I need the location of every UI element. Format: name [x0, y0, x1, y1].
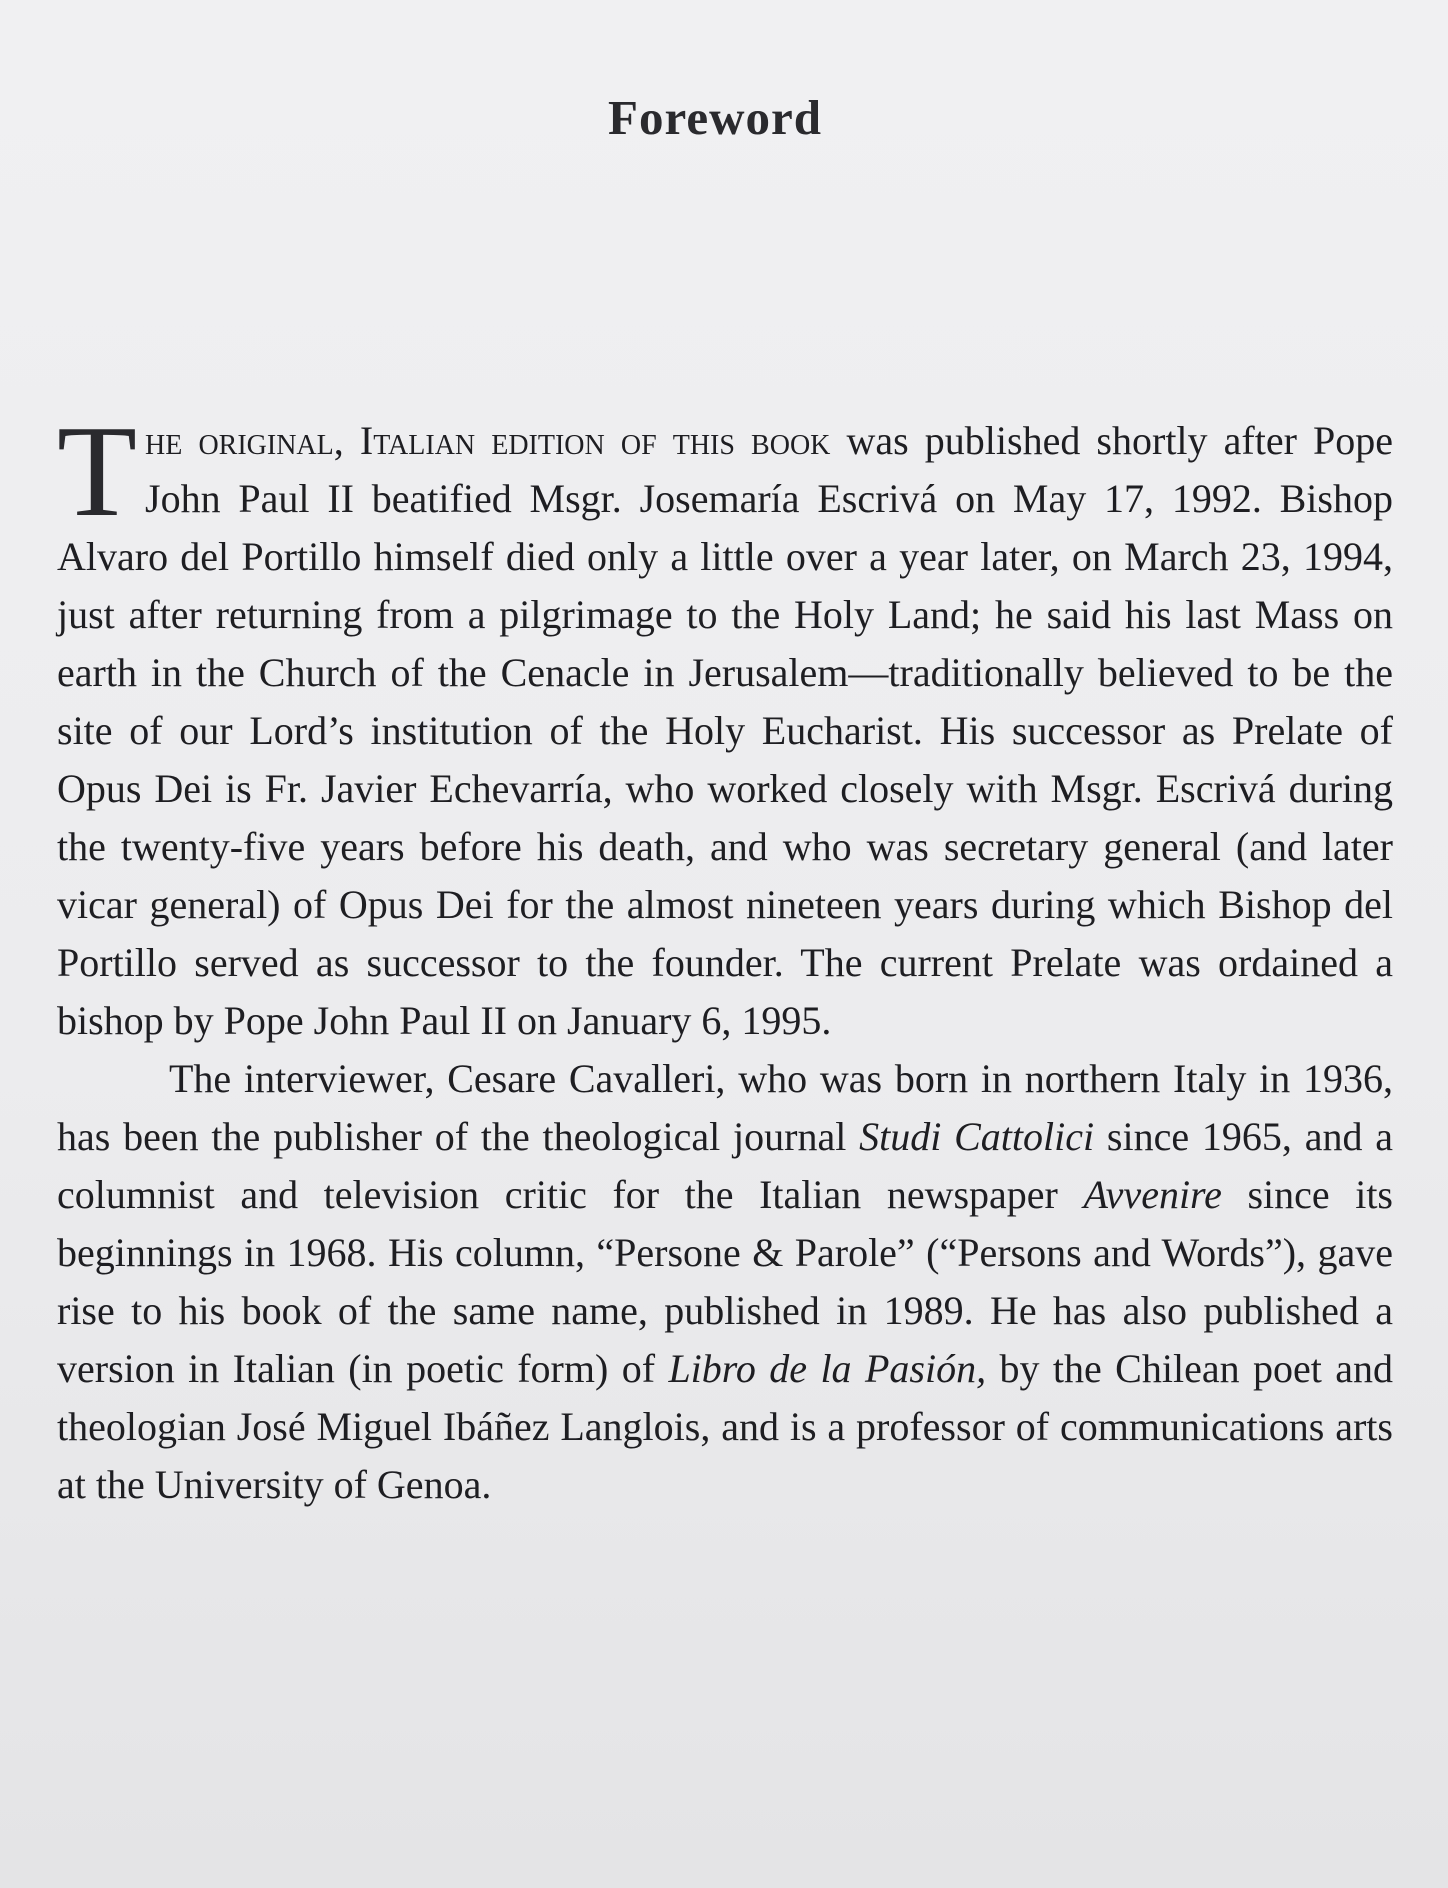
lead-in-small-caps-3: talian edition of this book [373, 418, 831, 463]
paragraph-2-text-a: The interviewer, Cesare Cavalleri, who was born in northern Italy in 1936, has been the publisher of the theological journal [57, 1056, 1393, 1159]
paragraph-1-text: was published shortly after Pope John Paul II beatified Msgr. Josemaría Escrivá on May 17, 1992. Bishop Alvaro del Portillo himself died only a little over a year later, on March 23, 1994, just after returning from a pilgrimage to the Holy Land; he said his last Mass on earth in the Church of the Cenacle in Jerusalem—traditionally believed to be the site of our Lord’s institution of the Holy Eucharist. His successor as Prelate of Opus Dei is Fr. Javier Echevarría, who worked closely with Msgr. Escrivá during the twenty-five years before his death, and who was secretary general (and later vicar general) of Opus Dei for the almost nineteen years during which Bishop del Portillo served as successor to the founder. The current Prelate was ordained a bishop by Pope John Paul II on January 6, 1995. [57, 418, 1393, 1043]
newspaper-title-avvenire: Avvenire [1083, 1172, 1222, 1217]
paragraph-1 [57, 399, 1393, 1050]
paragraph-2-text-b: since 1965, and a columnist and television critic for the Italian newspaper [57, 1114, 1394, 1217]
paragraph-2-text-c: since its beginnings in 1968. His column, “Persone & Parole” (“Persons and Words”), gave rise to his book of the same name, published in 1989. He has also published a version in Italian (in poetic form) of [57, 1172, 1393, 1391]
paragraph-2-text-d: by the Chilean poet and theologian José Miguel Ibáñez Langlois, and is a professor of communications arts at the University of Genoa. [57, 1346, 1394, 1507]
paragraph-2 [57, 1050, 1393, 1514]
lead-in-small-caps-1: he original, [145, 418, 360, 463]
book-title-libro-de-la-pasion: Libro de la Pasión, [668, 1346, 987, 1391]
foreword-body [57, 399, 1394, 1514]
drop-cap: T [57, 399, 138, 544]
page-title: Foreword [608, 89, 822, 145]
lead-in-small-caps-2: I [359, 418, 374, 463]
journal-title-studi-cattolici: Studi Cattolici [859, 1114, 1095, 1159]
